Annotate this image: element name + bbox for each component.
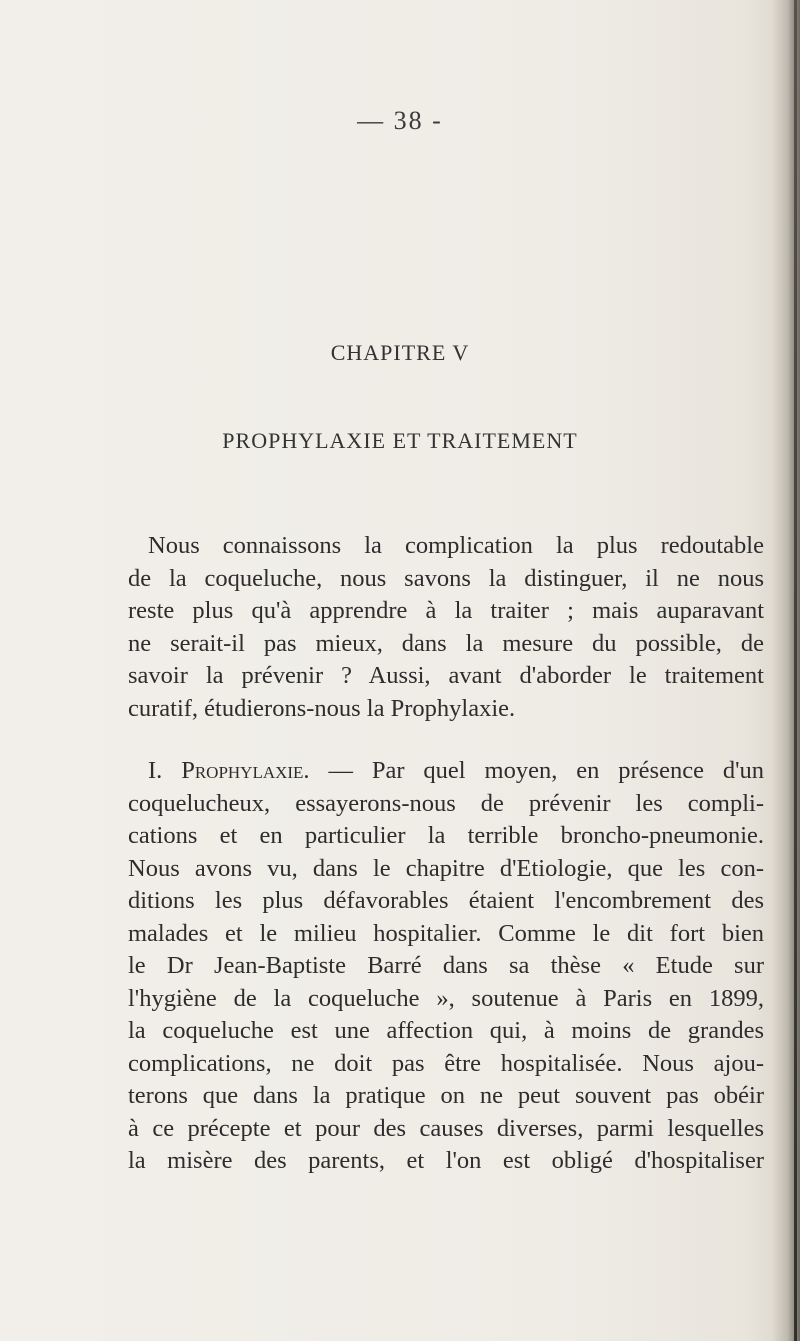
text-line: la coqueluche est une affection qui, à moins de grandes: [128, 1017, 764, 1044]
text-line: savoir la prévenir ? Aussi, avant d'aborder le traitement: [128, 662, 764, 689]
text-line: malades et le milieu hospitalier. Comme le dit fort bien: [128, 919, 764, 947]
text-line: Nous avons vu, dans le chapitre d'Etiologie, que les con-: [128, 854, 764, 882]
page-number: — 38 -: [357, 106, 443, 135]
section-first-line-text: — Par quel moyen, en présence d'un: [328, 757, 765, 784]
chapter-title: PROPHYLAXIE ET TRAITEMENT: [222, 428, 578, 453]
text-line: le Dr Jean-Baptiste Barré dans sa thèse « Etude sur: [128, 952, 764, 979]
text-line: la misère des parents, et l'on est obligé d'hospitaliser: [128, 1147, 764, 1174]
text-line: l'hygiène de la coqueluche », soutenue à Paris en 1899,: [128, 984, 764, 1012]
text-line: à ce précepte et pour des causes diverses, parmi lesquelles: [128, 1114, 764, 1142]
text-line: complications, ne doit pas être hospitalisée. Nous ajou-: [128, 1049, 764, 1077]
text-line: ne serait-il pas mieux, dans la mesure du possible, de: [128, 629, 764, 657]
text-line: cations et en particulier la terrible broncho-pneumonie.: [128, 822, 764, 849]
section-number: I.: [148, 757, 163, 784]
page-edge-line: [794, 0, 797, 1341]
text-line: de la coqueluche, nous savons la distinguer, il ne nous: [128, 564, 764, 592]
paragraph-prophylaxie: [128, 755, 764, 1178]
chapter-heading: CHAPITRE V: [330, 340, 470, 365]
text-line: reste plus qu'à apprendre à la traiter ; mais auparavant: [128, 597, 764, 624]
section-first-line: [128, 755, 764, 788]
paragraph-intro: [128, 530, 764, 725]
text-line: Nous connaissons la complication la plus redoutable: [148, 532, 764, 559]
text-line: terons que dans la pratique on ne peut souvent pas obéir: [128, 1082, 764, 1109]
text-line: coquelucheux, essayerons-nous de prévenir les compli-: [128, 789, 764, 817]
text-line: curatif, étudierons-nous la Prophylaxie.: [128, 694, 516, 722]
text-line: ditions les plus défavorables étaient l'encombrement des: [128, 887, 764, 914]
section-title: Prophylaxie.: [181, 757, 310, 784]
